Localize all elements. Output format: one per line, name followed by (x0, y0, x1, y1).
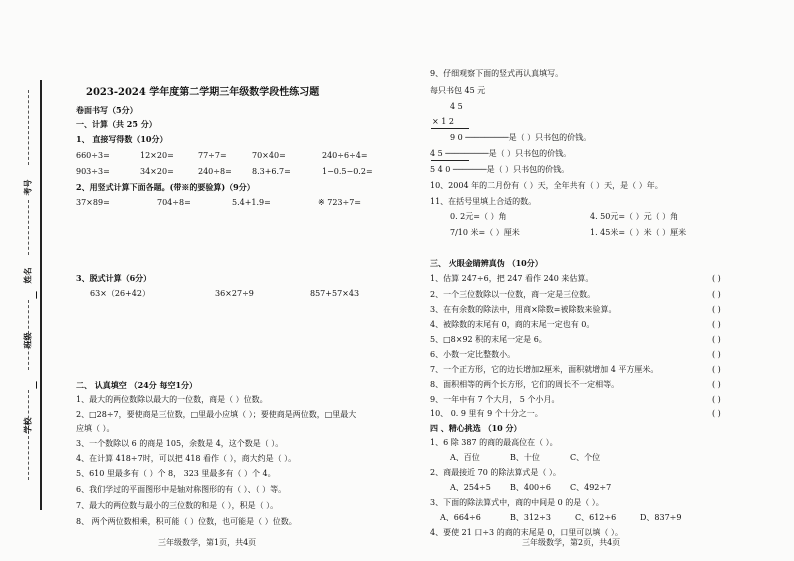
mental-row-2-item: 8.3+6.7= (252, 167, 291, 176)
binding-margin (6, 80, 40, 510)
fill-question: 6、我们学过的平面图形中是轴对称图形的有（ ）、（ ）等。 (76, 485, 287, 494)
step-calc-item: 857+57×43 (310, 289, 360, 298)
page-footer-right: 三年级数学，第2页，共4页 (522, 538, 621, 547)
vertical-rule (431, 128, 469, 129)
exam-title: 2023-2024 学年度第二学期三年级数学段性练习题 (86, 87, 320, 98)
choice-option: C、492÷7 (570, 483, 612, 492)
judge-answer-blank[interactable]: ( ) (712, 274, 721, 283)
vertical-row-5: 5 4 0 ───────是（ ）只书包的价钱。 (430, 165, 570, 174)
vertical-calc-item: 704÷8= (157, 198, 191, 207)
choice-option: A、664÷6 (440, 513, 481, 522)
section-1-2-heading: 2、用竖式计算下面各题。(带※的要验算)（9分） (76, 182, 255, 192)
vertical-calc-item: ※ 723÷7= (318, 198, 362, 207)
judge-item: 1、估算 247÷6，把 247 看作 240 来估算。 (430, 274, 594, 283)
mental-row-1-item: 77÷7= (198, 151, 227, 160)
judge-item: 2、一个三位数除以一位数，商一定是三位数。 (430, 290, 596, 299)
mental-row-1-item: 70×40= (252, 151, 286, 160)
fill-question: 7、最大的两位数与最小的三位数的和是（ ），积是（ ）。 (76, 501, 279, 510)
judge-answer-blank[interactable]: ( ) (712, 335, 721, 344)
dash-mark: — (31, 291, 41, 299)
choice-option: B、十位 (510, 453, 540, 462)
choice-option: A、254÷5 (450, 483, 491, 492)
choice-question: 4、要使 21 口÷3 的商的末尾是 0，口里可以填（ ）。 (430, 528, 623, 537)
choice-question: 1、6 除 387 的商的最高位在（ ）。 (430, 438, 558, 447)
judge-answer-blank[interactable]: ( ) (712, 409, 721, 418)
unit-conversion: 0. 2元=（ ）角 (450, 212, 507, 221)
blank-line-school (28, 390, 30, 480)
exam-no-label: 考号 (22, 179, 33, 196)
choice-option: D、837÷9 (640, 513, 682, 522)
section-4-heading: 四 、精心挑选 （10 分） (430, 423, 522, 433)
question-10: 10、2004 年的二月份有（ ）天，全年共有（ ）天，是（ ）年。 (430, 181, 663, 190)
judge-answer-blank[interactable]: ( ) (712, 305, 721, 314)
vertical-row-4: 4 5 ─────────是（ ）只书包的价钱。 (430, 149, 572, 158)
section-1-1-heading: 1、 直接写得数（10分） (76, 134, 168, 144)
judge-item: 7、一个正方形，它的边长增加2厘米，面积就增加 4 平方厘米。 (430, 365, 659, 374)
mental-row-2-item: 1−0.5−0.2= (322, 167, 373, 176)
judge-answer-blank[interactable]: ( ) (712, 320, 721, 329)
dash-mark-2: — (31, 381, 41, 389)
class-label: 班级 (22, 332, 33, 349)
judge-item: 9、一年中有 7 个大月， 5 个小月。 (430, 395, 560, 404)
fill-question: 应填（ ）。 (76, 424, 115, 433)
judge-answer-blank[interactable]: ( ) (712, 395, 721, 404)
bag-price: 每只书包 45 元 (430, 86, 486, 95)
fill-question: 5、610 里最多有（ ）个 8， 323 里最多有（ ）个 4。 (76, 469, 276, 478)
fill-question: 8、 两个两位数相乘，积可能（ ）位数，也可能是（ ）位数。 (76, 517, 297, 526)
choice-option: B、400÷6 (510, 483, 551, 492)
section-1-heading: 一、计算（共 25 分） (76, 119, 157, 129)
unit-conversion: 1. 45米=（ ）米（ ）厘米 (590, 228, 687, 237)
mental-row-2-item: 903÷3= (76, 167, 110, 176)
fill-question: 1、最大的两位数除以最大的一位数，商是（ ）位数。 (76, 395, 268, 404)
mental-row-1-item: 240÷6÷4= (322, 151, 368, 160)
page-footer-left: 三年级数学，第1页，共4页 (158, 538, 257, 547)
mental-row-2-item: 34×20= (140, 167, 174, 176)
vertical-row-3: 9 0 ─────────是（ ）只书包的价钱。 (450, 133, 592, 142)
unit-conversion: 4. 50元=（ ）元（ ）角 (590, 212, 679, 221)
fill-question: 3、一个数除以 6 的商是 105，余数是 4，这个数是（ ）。 (76, 439, 284, 448)
judge-item: 8、面积相等的两个长方形，它们的周长不一定相等。 (430, 380, 620, 389)
vertical-row-2: × 1 2 (432, 117, 454, 126)
blank-line-name (28, 200, 30, 255)
choice-option: C、612÷6 (575, 513, 617, 522)
choice-question: 3、下面的除法算式中，商的中间是 0 的是（ ）。 (430, 498, 604, 507)
blank-line-exam-no (28, 90, 30, 165)
handwriting-score: 卷面书写（5分） (76, 105, 138, 115)
mental-row-1-item: 660÷3= (76, 151, 110, 160)
choice-question: 2、商最接近 70 的除法算式是（ ）。 (430, 468, 561, 477)
vertical-calc-item: 37×89= (76, 198, 110, 207)
judge-answer-blank[interactable]: ( ) (712, 290, 721, 299)
choice-option: C、个位 (570, 453, 601, 462)
section-1-3-heading: 3、脱式计算（6分） (76, 273, 152, 283)
judge-item: 4、被除数的末尾有 0，商的末尾一定也有 0。 (430, 320, 595, 329)
section-2-heading: 二、 认真填空 （24分 每空1分） (76, 380, 198, 390)
step-calc-item: 63×（26+42） (90, 289, 150, 298)
vertical-row-1: 4 5 (450, 102, 463, 111)
unit-conversion: 7/10 米=（ ）厘米 (450, 228, 520, 237)
judge-item: 10、 0. 9 里有 9 个十分之一。 (430, 409, 543, 418)
name-label: 姓名 (22, 267, 33, 284)
choice-option: B、312÷3 (510, 513, 551, 522)
school-label: 学校 (22, 417, 33, 434)
judge-answer-blank[interactable]: ( ) (712, 350, 721, 359)
judge-answer-blank[interactable]: ( ) (712, 380, 721, 389)
section-3-heading: 三、 火眼金睛辨真伪 （10分） (430, 258, 543, 268)
fill-question: 2、□28÷7，要使商是三位数，□里最小应填（ ）；要使商是两位数，□里最大 (76, 410, 357, 419)
mental-row-1-item: 12×20= (140, 151, 174, 160)
question-9: 9、仔细观察下面的竖式再认真填写。 (430, 69, 564, 78)
judge-answer-blank[interactable]: ( ) (712, 365, 721, 374)
mental-row-2-item: 240÷8= (198, 167, 232, 176)
judge-item: 6、小数一定比整数小。 (430, 350, 516, 359)
question-11: 11、在括号里填上合适的数。 (430, 197, 537, 206)
vertical-rule (431, 160, 469, 161)
judge-item: 5、□8×92 积的末尾一定是 6。 (430, 335, 547, 344)
vertical-calc-item: 5.4+1.9= (232, 198, 271, 207)
judge-item: 3、在有余数的除法中，用商×除数=被除数来验算。 (430, 305, 617, 314)
fill-question: 4、在计算 418÷7时，可以把 418 看作（ ），商大约是（ ）。 (76, 454, 297, 463)
step-calc-item: 36×27÷9 (215, 289, 254, 298)
choice-option: A、百位 (450, 453, 480, 462)
